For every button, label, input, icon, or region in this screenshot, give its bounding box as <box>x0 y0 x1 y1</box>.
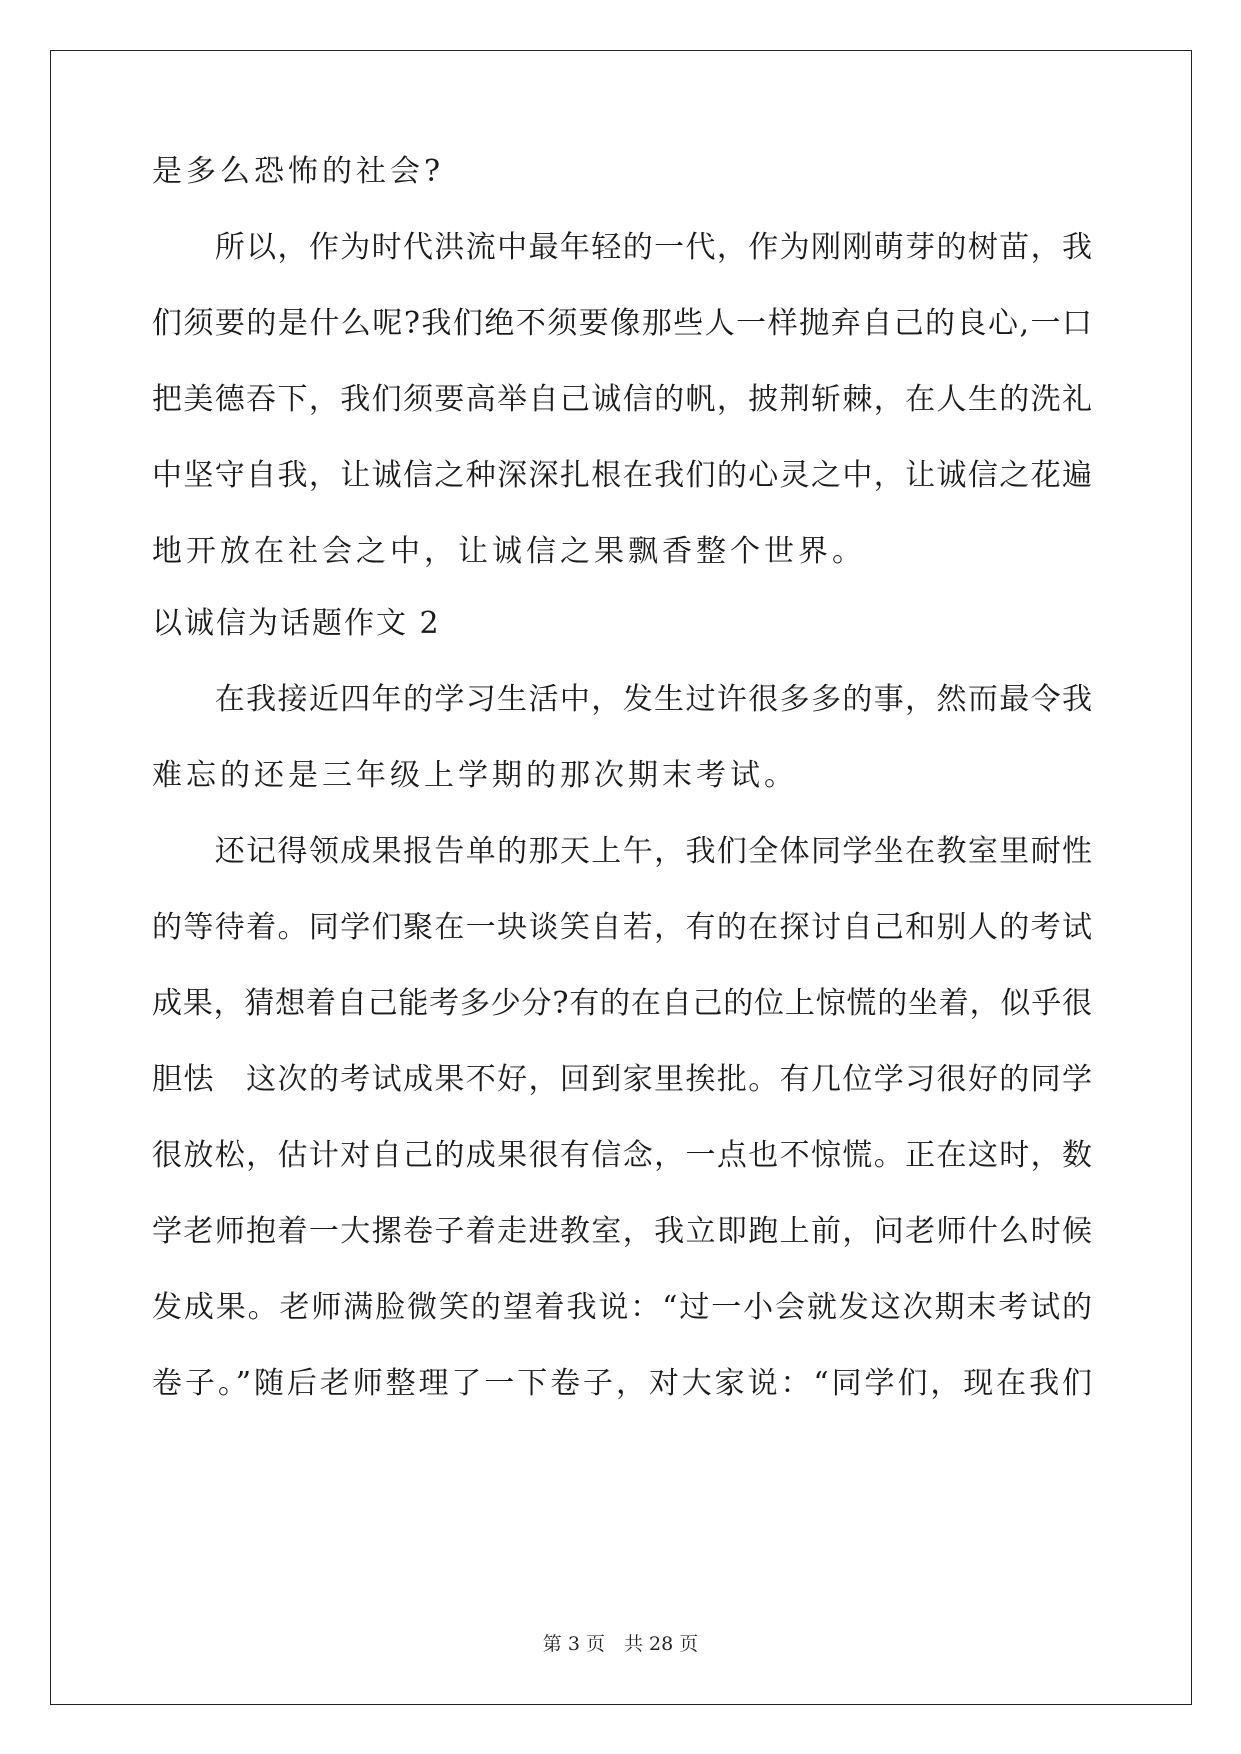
section-heading: 以诚信为话题作文 2 <box>152 606 441 641</box>
text-line: 还记得领成果报告单的那天上午，我们全体同学坐在教室里耐性 <box>152 834 1092 869</box>
text-line: 在我接近四年的学习生活中，发生过许很多多的事，然而最令我 <box>152 682 1092 717</box>
text-line: 所以，作为时代洪流中最年轻的一代，作为刚刚萌芽的树苗，我 <box>152 230 1092 265</box>
text-line: 是多么恐怖的社会? <box>152 154 445 189</box>
page-number: 第 3 页 共 28 页 <box>542 1633 699 1655</box>
text-line: 很放松，估计对自己的成果很有信念，一点也不惊慌。正在这时，数 <box>152 1138 1092 1173</box>
page-border <box>50 50 1192 1705</box>
text-line: 的等待着。同学们聚在一块谈笑自若，有的在探讨自己和别人的考试 <box>152 910 1092 945</box>
text-line: 中坚守自我，让诚信之种深深扎根在我们的心灵之中，让诚信之花遍 <box>152 458 1092 493</box>
text-line: 卷子。”随后老师整理了一下卷子，对大家说：“同学们，现在我们 <box>152 1366 1092 1401</box>
text-line: 胆怯 这次的考试成果不好，回到家里挨批。有几位学习很好的同学 <box>152 1062 1092 1097</box>
text-line: 发成果。老师满脸微笑的望着我说：“过一小会就发这次期末考试的 <box>152 1290 1092 1325</box>
text-line: 地开放在社会之中，让诚信之果飘香整个世界。 <box>152 534 866 569</box>
text-line: 成果，猜想着自己能考多少分?有的在自己的位上惊慌的坐着，似乎很 <box>152 986 1092 1021</box>
text-line: 学老师抱着一大摞卷子着走进教室，我立即跑上前，问老师什么时候 <box>152 1214 1092 1249</box>
text-line: 把美德吞下，我们须要高举自己诚信的帆，披荆斩棘，在人生的洗礼 <box>152 382 1092 417</box>
text-line: 们须要的是什么呢?我们绝不须要像那些人一样抛弃自己的良心,一口 <box>152 306 1092 341</box>
text-line: 难忘的还是三年级上学期的那次期末考试。 <box>152 758 798 793</box>
